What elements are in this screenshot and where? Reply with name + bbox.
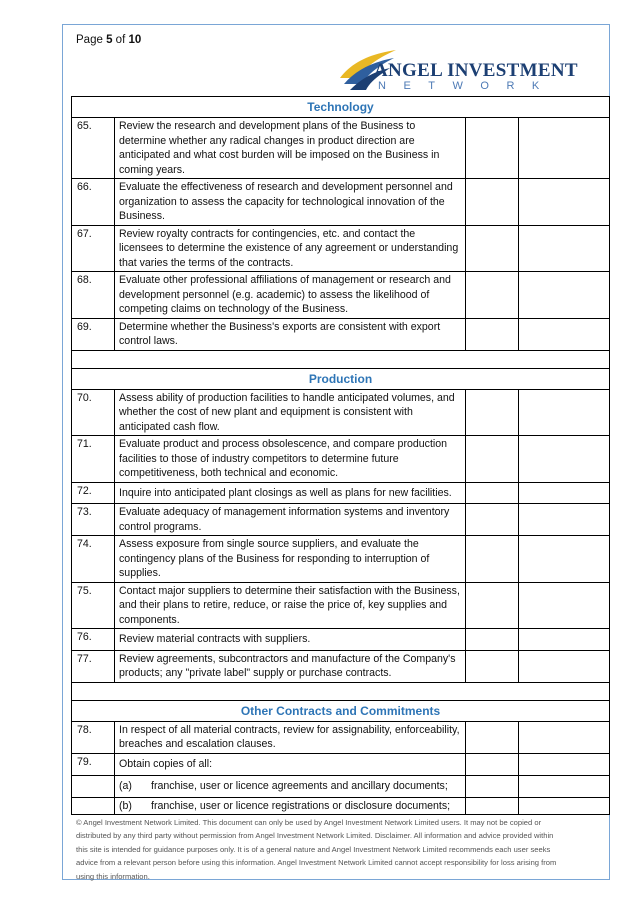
checklist-table — [71, 96, 610, 815]
table-row — [72, 650, 610, 682]
page-current: 5 — [106, 34, 113, 46]
table-row — [72, 179, 610, 226]
item-number: 74. — [72, 536, 115, 583]
item-number — [72, 797, 115, 815]
item-number: 72. — [72, 482, 115, 504]
item-number: 70. — [72, 389, 115, 436]
table-row — [72, 797, 610, 815]
table-row — [72, 504, 610, 536]
logo-title: ANGEL INVESTMENT — [374, 60, 578, 81]
notes-cell[interactable] — [519, 504, 610, 536]
item-number: 69. — [72, 318, 115, 350]
check-cell[interactable] — [466, 776, 519, 798]
notes-cell[interactable] — [519, 582, 610, 629]
page-prefix: Page — [76, 34, 103, 46]
item-text: Assess exposure from single source suppliers, and evaluate the contingency plans of the Business for responding to interruption of supplies. — [115, 536, 466, 583]
notes-cell[interactable] — [519, 629, 610, 651]
check-cell[interactable] — [466, 629, 519, 651]
table-row — [72, 721, 610, 753]
item-number: 67. — [72, 225, 115, 272]
section-header-row — [72, 700, 610, 721]
item-text: Inquire into anticipated plant closings as well as plans for new facilities. — [115, 482, 466, 504]
sub-item-label: (a) — [119, 780, 132, 792]
check-cell[interactable] — [466, 753, 519, 776]
notes-cell[interactable] — [519, 721, 610, 753]
notes-cell[interactable] — [519, 482, 610, 504]
notes-cell[interactable] — [519, 272, 610, 319]
blank-cell — [72, 682, 610, 700]
notes-cell[interactable] — [519, 650, 610, 682]
table-row — [72, 753, 610, 776]
item-text: In respect of all material contracts, review for assignability, enforceability, breaches and escalation clauses. — [115, 721, 466, 753]
item-text: Determine whether the Business's exports are consistent with export control laws. — [115, 318, 466, 350]
item-number: 71. — [72, 436, 115, 483]
check-cell[interactable] — [466, 536, 519, 583]
item-text: Evaluate the effectiveness of research and development personnel and organization to assess the capacity for technological innovation of the Business. — [115, 179, 466, 226]
notes-cell[interactable] — [519, 118, 610, 179]
spacer-row — [72, 350, 610, 368]
section-header-row — [72, 368, 610, 389]
check-cell[interactable] — [466, 582, 519, 629]
sub-item-text: franchise, user or licence registrations or disclosure documents; — [151, 799, 451, 812]
check-cell[interactable] — [466, 650, 519, 682]
item-text: Evaluate other professional affiliations of management or research and development personnel (e.g. academic) to assess the likelihood of competing claims on technology of the Business. — [115, 272, 466, 319]
notes-cell[interactable] — [519, 225, 610, 272]
notes-cell[interactable] — [519, 797, 610, 815]
notes-cell[interactable] — [519, 389, 610, 436]
item-text: Contact major suppliers to determine their satisfaction with the Business, and their plans to retire, reduce, or raise the price of, key supplies and components. — [115, 582, 466, 629]
table-row — [72, 436, 610, 483]
check-cell[interactable] — [466, 225, 519, 272]
item-number: 65. — [72, 118, 115, 179]
table-row — [72, 389, 610, 436]
sub-item-label: (b) — [119, 799, 132, 812]
item-number: 77. — [72, 650, 115, 682]
item-number: 73. — [72, 504, 115, 536]
logo-subtitle: NETWORK — [378, 80, 557, 92]
item-text: Review material contracts with suppliers. — [115, 629, 466, 651]
item-text: Review royalty contracts for contingencies, etc. and contact the licensees to determine the existence of any agreement or understanding that varies the terms of the contracts. — [115, 225, 466, 272]
item-text: Review agreements, subcontractors and manufacture of the Company's products; any "private label" supply or purchase contracts. — [115, 650, 466, 682]
sub-item — [115, 776, 466, 798]
check-cell[interactable] — [466, 118, 519, 179]
table-row — [72, 272, 610, 319]
table-row — [72, 776, 610, 798]
section-title: Other Contracts and Commitments — [72, 700, 610, 721]
notes-cell[interactable] — [519, 776, 610, 798]
page-of: of — [115, 34, 126, 46]
check-cell[interactable] — [466, 797, 519, 815]
item-number — [72, 776, 115, 798]
page-total: 10 — [128, 34, 142, 46]
sub-item — [115, 797, 466, 815]
table-row — [72, 629, 610, 651]
check-cell[interactable] — [466, 482, 519, 504]
item-number: 76. — [72, 629, 115, 651]
table-row — [72, 582, 610, 629]
spacer-row — [72, 682, 610, 700]
footer-disclaimer: © Angel Investment Network Limited. This document can only be used by Angel Investment Network Limited users. It may not be copied or distributed by any third party without permission from Angel Investment Network Limited. Disclaimer. All information and advice provided within this site is intended for guidance purposes only. It is of a general nature and Angel Investment Network Limited recommends each user seeks advice from a relevant person before using this information. Angel Investment Network Limited cannot accept responsibility for loss arising from using this information. — [76, 818, 557, 881]
item-text: Review the research and development plans of the Business to determine whether any radical changes in product direction are anticipated and what cost burden will be imposed on the Business in coming years. — [115, 118, 466, 179]
blank-cell — [72, 350, 610, 368]
notes-cell[interactable] — [519, 318, 610, 350]
item-number: 79. — [72, 753, 115, 776]
item-number: 75. — [72, 582, 115, 629]
check-cell[interactable] — [466, 504, 519, 536]
table-row — [72, 536, 610, 583]
item-text: Obtain copies of all: — [115, 753, 466, 776]
notes-cell[interactable] — [519, 436, 610, 483]
item-text: Assess ability of production facilities to handle anticipated volumes, and whether the cost of new plant and equipment is consistent with anticipated cash flow. — [115, 389, 466, 436]
notes-cell[interactable] — [519, 179, 610, 226]
item-text: Evaluate product and process obsolescence, and compare production facilities to those of industry competitors to determine future competitiveness, both technical and economic. — [115, 436, 466, 483]
item-number: 66. — [72, 179, 115, 226]
section-title: Technology — [72, 97, 610, 118]
table-row — [72, 118, 610, 179]
notes-cell[interactable] — [519, 536, 610, 583]
check-cell[interactable] — [466, 179, 519, 226]
section-header-row — [72, 97, 610, 118]
notes-cell[interactable] — [519, 753, 610, 776]
check-cell[interactable] — [466, 721, 519, 753]
item-text: Evaluate adequacy of management information systems and inventory control programs. — [115, 504, 466, 536]
item-number: 78. — [72, 721, 115, 753]
page-number — [76, 34, 141, 46]
angel-investment-logo — [338, 48, 578, 96]
check-cell[interactable] — [466, 318, 519, 350]
table-row — [72, 318, 610, 350]
table-row — [72, 225, 610, 272]
check-cell[interactable] — [466, 272, 519, 319]
check-cell[interactable] — [466, 436, 519, 483]
sub-item-text: franchise, user or licence agreements and ancillary documents; — [151, 780, 448, 792]
table-row — [72, 482, 610, 504]
section-title: Production — [72, 368, 610, 389]
check-cell[interactable] — [466, 389, 519, 436]
item-number: 68. — [72, 272, 115, 319]
